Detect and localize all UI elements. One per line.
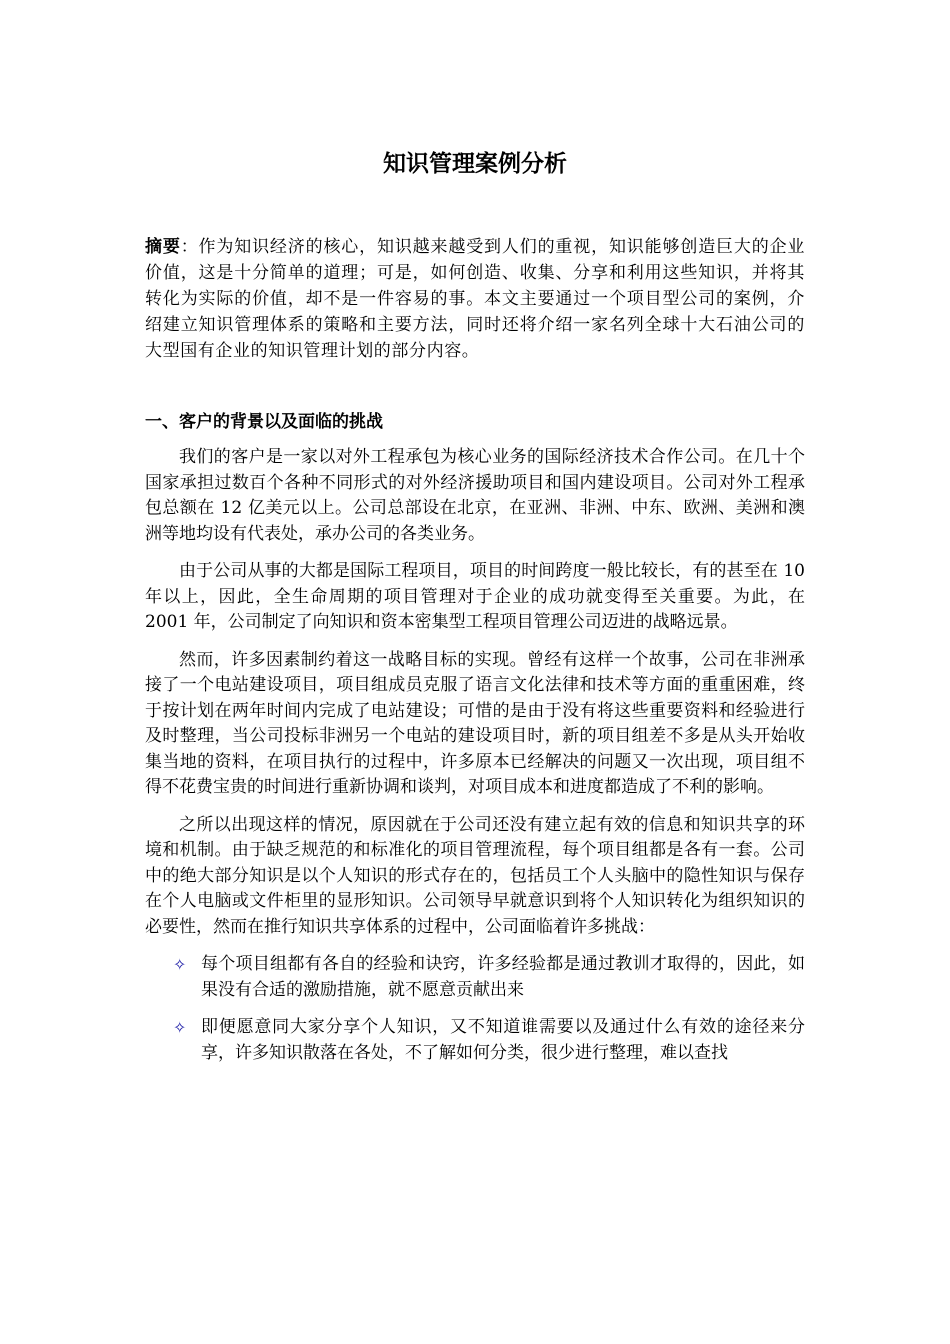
document-title: 知识管理案例分析 [383, 151, 567, 177]
paragraph: 我们的客户是一家以对外工程承包为核心业务的国际经济技术合作公司。在几十个国家承担过数百个各种不同形式的对外经济援助项目和国内建设项目。公司对外工程承包总额在 12 亿美元以上。公司总部设在北京，在亚洲、非洲、中东、欧洲、美洲和澳洲等地均设有代表处，承办公司的各类业务。 [145, 447, 805, 544]
list-item-text: 每个项目组都有各自的经验和诀窍，许多经验都是通过教训才取得的，因此，如果没有合适的激励措施，就不愿意贡献出来 [201, 954, 805, 1000]
paragraph: 之所以出现这样的情况，原因就在于公司还没有建立起有效的信息和知识共享的环境和机制。由于缺乏规范的和标准化的项目管理流程，每个项目组都是各有一套。公司中的绝大部分知识是以个人知识的形式存在的，包括员工个人头脑中的隐性知识与保存在个人电脑或文件柜里的显形知识。公司领导早就意识到将个人知识转化为组织知识的必要性，然而在推行知识共享体系的过程中，公司面临着许多挑战： [145, 814, 805, 937]
list-item [145, 952, 805, 1003]
list-item-text: 即便愿意同大家分享个人知识，又不知道谁需要以及通过什么有效的途径来分享，许多知识散落在各处，不了解如何分类，很少进行整理，难以查找 [201, 1017, 805, 1063]
paragraph: 由于公司从事的大都是国际工程项目，项目的时间跨度一般比较长，有的甚至在 10 年以上，因此，全生命周期的项目管理对于企业的成功就变得至关重要。为此，在 2001 年，公司制定了向知识和资本密集型工程项目管理公司迈进的战略远景。 [145, 561, 805, 632]
paragraph: 然而，许多因素制约着这一战略目标的实现。曾经有这样一个故事，公司在非洲承接了一个电站建设项目，项目组成员克服了语言文化法律和技术等方面的重重困难，终于按计划在两年时间内完成了电站建设；可惜的是由于没有将这些重要资料和经验进行及时整理，当公司投标非洲另一个电站的建设项目时，新的项目组差不多是从头开始收集当地的资料，在项目执行的过程中，许多原本已经解决的问题又一次出现，项目组不得不花费宝贵的时间进行重新协调和谈判，对项目成本和进度都造成了不利的影响。 [145, 649, 805, 797]
abstract-label: 摘要 [145, 237, 181, 257]
diamond-bullet-icon: ✧ [173, 955, 187, 974]
section-heading: 一、客户的背景以及面临的挑战 [145, 412, 383, 432]
abstract-text: ：作为知识经济的核心，知识越来越受到人们的重视，知识能够创造巨大的企业价值，这是十分简单的道理；可是，如何创造、收集、分享和利用这些知识，并将其转化为实际的价值，却不是一件容易的事。本文主要通过一个项目型公司的案例，介绍建立知识管理体系的策略和主要方法，同时还将介绍一家名列全球十大石油公司的大型国有企业的知识管理计划的部分内容。 [145, 237, 806, 361]
diamond-bullet-icon: ✧ [173, 1018, 187, 1037]
challenge-list [145, 952, 805, 1066]
section-body [145, 445, 805, 1078]
list-item [145, 1015, 805, 1066]
abstract [145, 234, 805, 364]
